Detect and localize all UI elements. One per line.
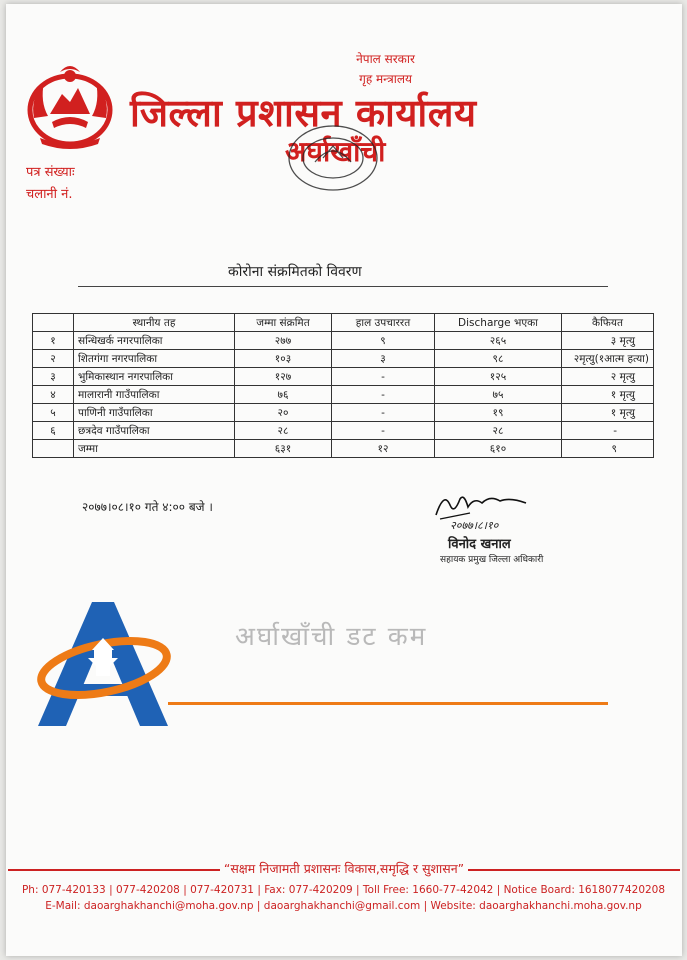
cell-sn: ३ [33,368,74,386]
total-remarks: ९ [562,440,654,458]
cell-active: - [332,386,435,404]
total-discharged: ६१० [435,440,562,458]
cell-discharged: १९ [435,404,562,422]
cell-total: १२७ [235,368,332,386]
cell-remarks: ३ मृत्यु [562,332,654,350]
watermark-text: अर्घाखाँची डट कम [235,622,428,652]
cell-remarks: २मृत्यु(१आत्म हत्या) [562,350,654,368]
footer-motto: “सक्षम निजामती प्रशासनः विकास,समृद्धि र सुशासन” [220,861,468,876]
table-row [33,332,654,350]
covid-case-table [32,313,654,458]
logo-underline [168,702,608,705]
cell-total: १०३ [235,350,332,368]
footer-contact-web: E-Mail: daoarghakhanchi@moha.gov.np | daoarghakhanchi@gmail.com | Website: daoarghakhanchi.moha.gov.np [45,900,642,912]
cell-active: - [332,404,435,422]
col-header-sn [33,314,74,332]
table-row [33,386,654,404]
table-total-row [33,440,654,458]
cell-remarks: १ मृत्यु [562,386,654,404]
report-datetime: २०७७।०८।१० गते ४:०० बजे । [82,500,213,514]
cell-name: भुमिकास्थान नगरपालिका [74,368,235,386]
table-row [33,368,654,386]
cell-sn: ६ [33,422,74,440]
table-row [33,422,654,440]
cell-sn: ४ [33,386,74,404]
cell-discharged: २६५ [435,332,562,350]
col-header-total: जम्मा संक्रमित [235,314,332,332]
cell-total: २० [235,404,332,422]
table-row [33,350,654,368]
table-header-row [33,314,654,332]
cell-remarks: १ मृत्यु [562,404,654,422]
office-title: जिल्ला प्रशासन कार्यालय [130,91,477,135]
cell-name: पाणिनी गाउँपालिका [74,404,235,422]
cell-total: ७६ [235,386,332,404]
col-header-active: हाल उपचाररत [332,314,435,332]
subject-heading: कोरोना संक्रमितको विवरण [228,264,362,280]
footer-motto-block [8,862,680,878]
table-row [33,404,654,422]
col-header-discharged: Discharge भएका [435,314,562,332]
dispatch-no-label: चलानी नं. [26,187,73,202]
signer-name: विनोद खनाल [448,537,511,552]
district-name: अर्घाखाँची [285,135,386,168]
cell-remarks: - [562,422,654,440]
cell-sn [33,440,74,458]
total-active: १२ [332,440,435,458]
government-name: नेपाल सरकार [356,52,415,66]
cell-name: मालारानी गाउँपालिका [74,386,235,404]
cell-name: सन्धिखर्क नगरपालिका [74,332,235,350]
ministry-name: गृह मन्त्रालय [359,72,412,86]
cell-sn: १ [33,332,74,350]
total-infected: ६३१ [235,440,332,458]
motto-container [8,860,680,877]
cell-sn: ५ [33,404,74,422]
total-label: जम्मा [74,440,235,458]
footer-contact-phones: Ph: 077-420133 | 077-420208 | 077-420731 | Fax: 077-420209 | Toll Free: 1660-77-42042 | Notice Board: 1618077420208 [21,884,666,896]
cell-active: - [332,368,435,386]
col-header-local-level: स्थानीय तह [74,314,235,332]
cell-discharged: ७५ [435,386,562,404]
subject-underline [78,286,608,287]
cell-name: शितगंगा नगरपालिका [74,350,235,368]
cell-discharged: २८ [435,422,562,440]
cell-name: छत्रदेव गाउँपालिका [74,422,235,440]
signer-title: सहायक प्रमुख जिल्ला अधिकारी [440,555,544,565]
office-stamp [275,118,385,200]
arghakhanchi-news-logo [30,598,175,730]
cell-discharged: ९८ [435,350,562,368]
cell-active: ९ [332,332,435,350]
cell-total: २८ [235,422,332,440]
cell-remarks: २ मृत्यु [562,368,654,386]
cell-sn: २ [33,350,74,368]
col-header-remarks: कैफियत [562,314,654,332]
signature-date: २०७७।८।१० [450,519,499,532]
cell-active: - [332,422,435,440]
ref-no-label: पत्र संख्याः [26,165,75,180]
cell-active: ३ [332,350,435,368]
cell-total: २७७ [235,332,332,350]
cell-discharged: १२५ [435,368,562,386]
